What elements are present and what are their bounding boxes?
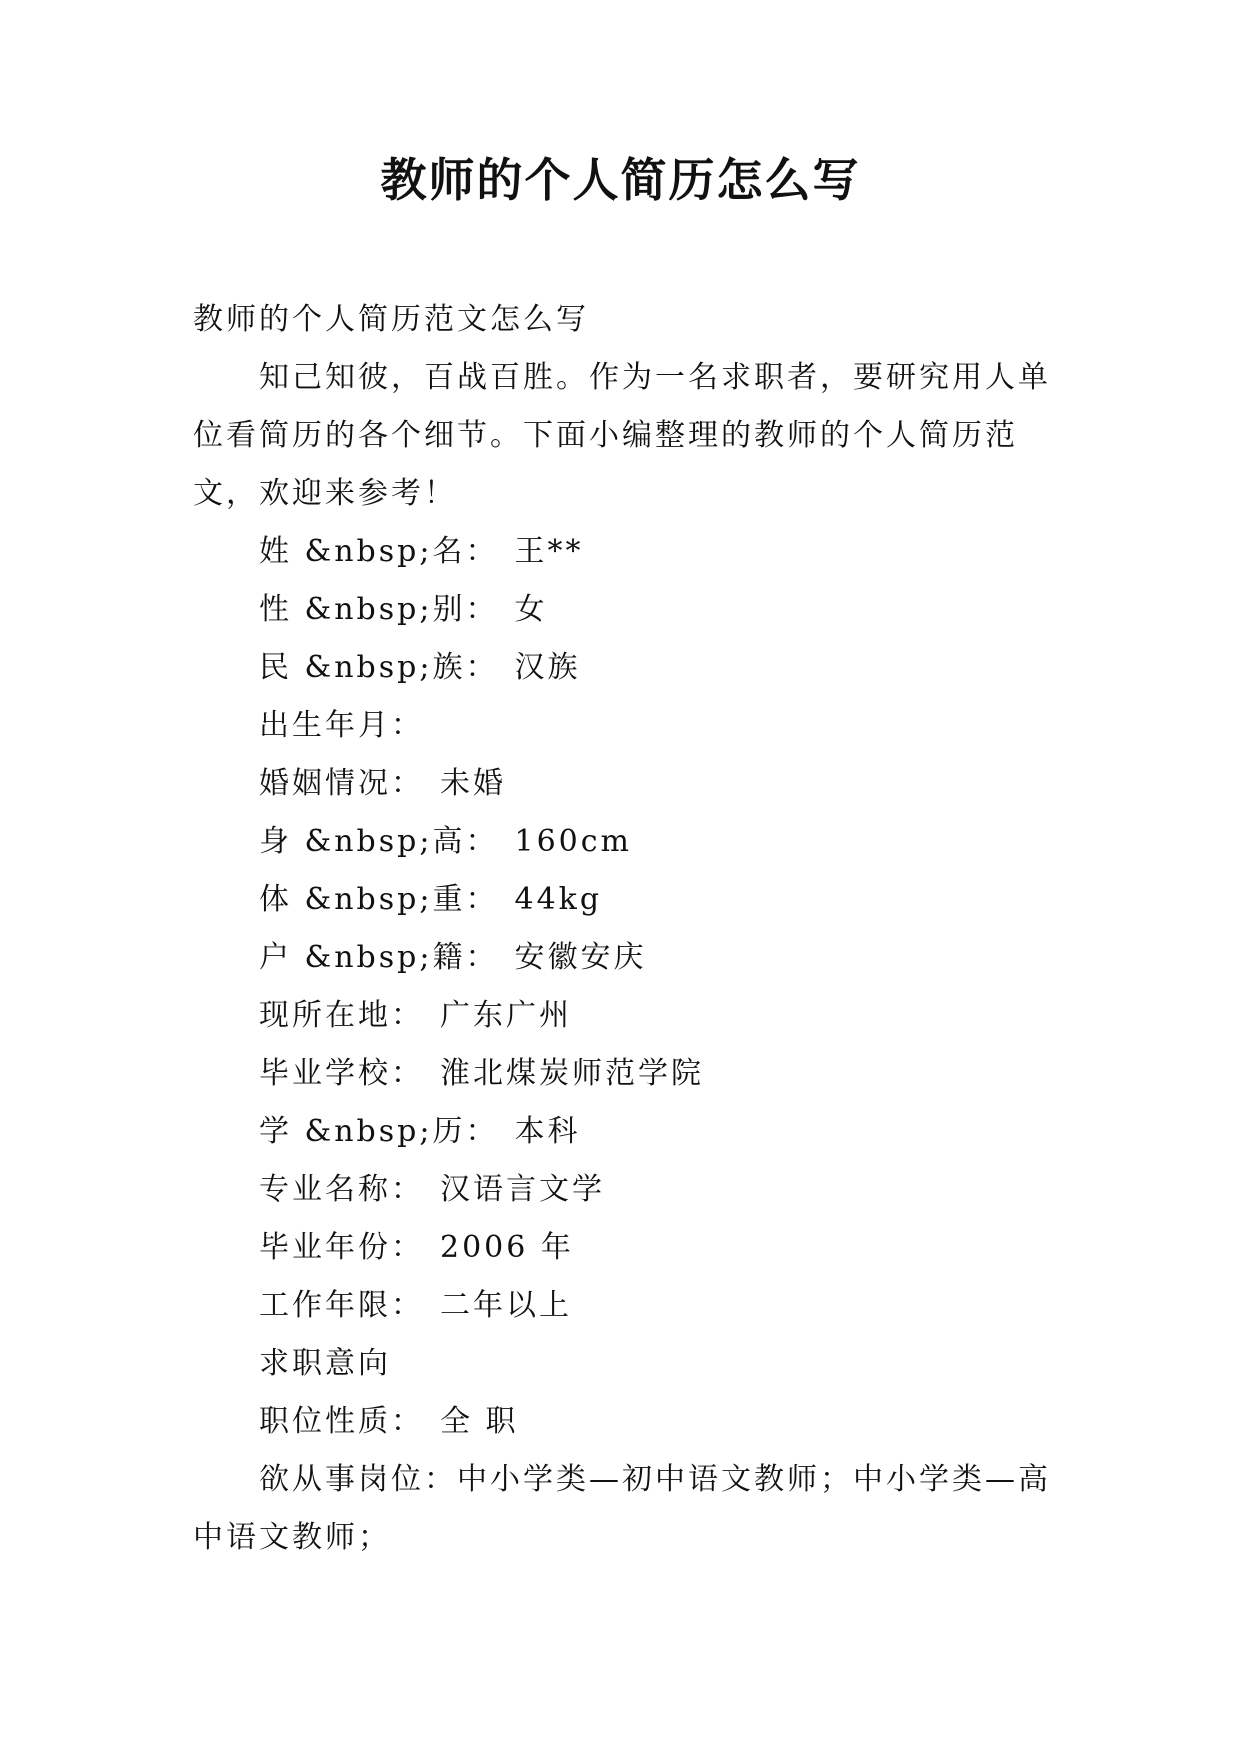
field-job-type bbox=[193, 1393, 1055, 1451]
field-label: 毕业学校： bbox=[259, 1056, 424, 1091]
field-birth-date bbox=[193, 697, 1055, 755]
field-name bbox=[193, 523, 1055, 581]
field-value: 未婚 bbox=[440, 766, 506, 801]
field-value: 汉族 bbox=[514, 650, 581, 685]
document-title: 教师的个人简历怎么写 bbox=[380, 153, 861, 207]
field-ethnicity bbox=[193, 639, 1055, 697]
field-value: 安徽安庆 bbox=[514, 940, 647, 975]
field-household-registration bbox=[193, 929, 1055, 987]
field-value: 汉语言文学 bbox=[440, 1172, 605, 1207]
field-value: 广东广州 bbox=[440, 998, 572, 1033]
field-graduation-year bbox=[193, 1219, 1055, 1277]
field-value: 二年以上 bbox=[440, 1288, 572, 1323]
field-current-location bbox=[193, 987, 1055, 1045]
field-value: 淮北煤炭师范学院 bbox=[440, 1056, 704, 1091]
field-graduated-school bbox=[193, 1045, 1055, 1103]
document-body bbox=[193, 291, 1055, 1567]
field-label: 户 &nbsp;籍： bbox=[259, 940, 499, 975]
field-label: 求职意向 bbox=[259, 1346, 391, 1381]
field-marital-status bbox=[193, 755, 1055, 813]
field-label: 工作年限： bbox=[259, 1288, 424, 1323]
desired-position-paragraph: 欲从事岗位：中小学类—初中语文教师；中小学类—高中语文教师； bbox=[193, 1462, 1051, 1555]
field-label: 职位性质： bbox=[259, 1404, 424, 1439]
field-label: 体 &nbsp;重： bbox=[259, 882, 499, 917]
field-label: 婚姻情况： bbox=[259, 766, 424, 801]
field-label: 现所在地： bbox=[259, 998, 424, 1033]
field-label: 民 &nbsp;族： bbox=[259, 650, 499, 685]
field-value: 王** bbox=[514, 534, 584, 569]
field-value: 44kg bbox=[514, 882, 603, 917]
field-value: 全 职 bbox=[440, 1404, 519, 1439]
field-work-years bbox=[193, 1277, 1055, 1335]
subtitle-paragraph: 教师的个人简历范文怎么写 bbox=[193, 302, 589, 337]
field-height bbox=[193, 813, 1055, 871]
field-education bbox=[193, 1103, 1055, 1161]
field-label: 专业名称： bbox=[259, 1172, 424, 1207]
field-value: 本科 bbox=[514, 1114, 581, 1149]
section-heading-job-intention bbox=[193, 1335, 1055, 1393]
field-label: 姓 &nbsp;名： bbox=[259, 534, 499, 569]
field-major bbox=[193, 1161, 1055, 1219]
field-label: 毕业年份： bbox=[259, 1230, 424, 1265]
field-gender bbox=[193, 581, 1055, 639]
field-value: 女 bbox=[514, 592, 548, 627]
field-value: 160cm bbox=[514, 824, 632, 859]
field-label: 性 &nbsp;别： bbox=[259, 592, 499, 627]
field-value: 2006 年 bbox=[440, 1230, 574, 1265]
intro-paragraph: 知己知彼，百战百胜。作为一名求职者，要研究用人单位看简历的各个细节。下面小编整理的教师的个人简历范文，欢迎来参考！ bbox=[193, 360, 1051, 511]
field-label: 出生年月： bbox=[259, 708, 424, 743]
field-label: 身 &nbsp;高： bbox=[259, 824, 499, 859]
field-label: 学 &nbsp;历： bbox=[259, 1114, 499, 1149]
field-weight bbox=[193, 871, 1055, 929]
